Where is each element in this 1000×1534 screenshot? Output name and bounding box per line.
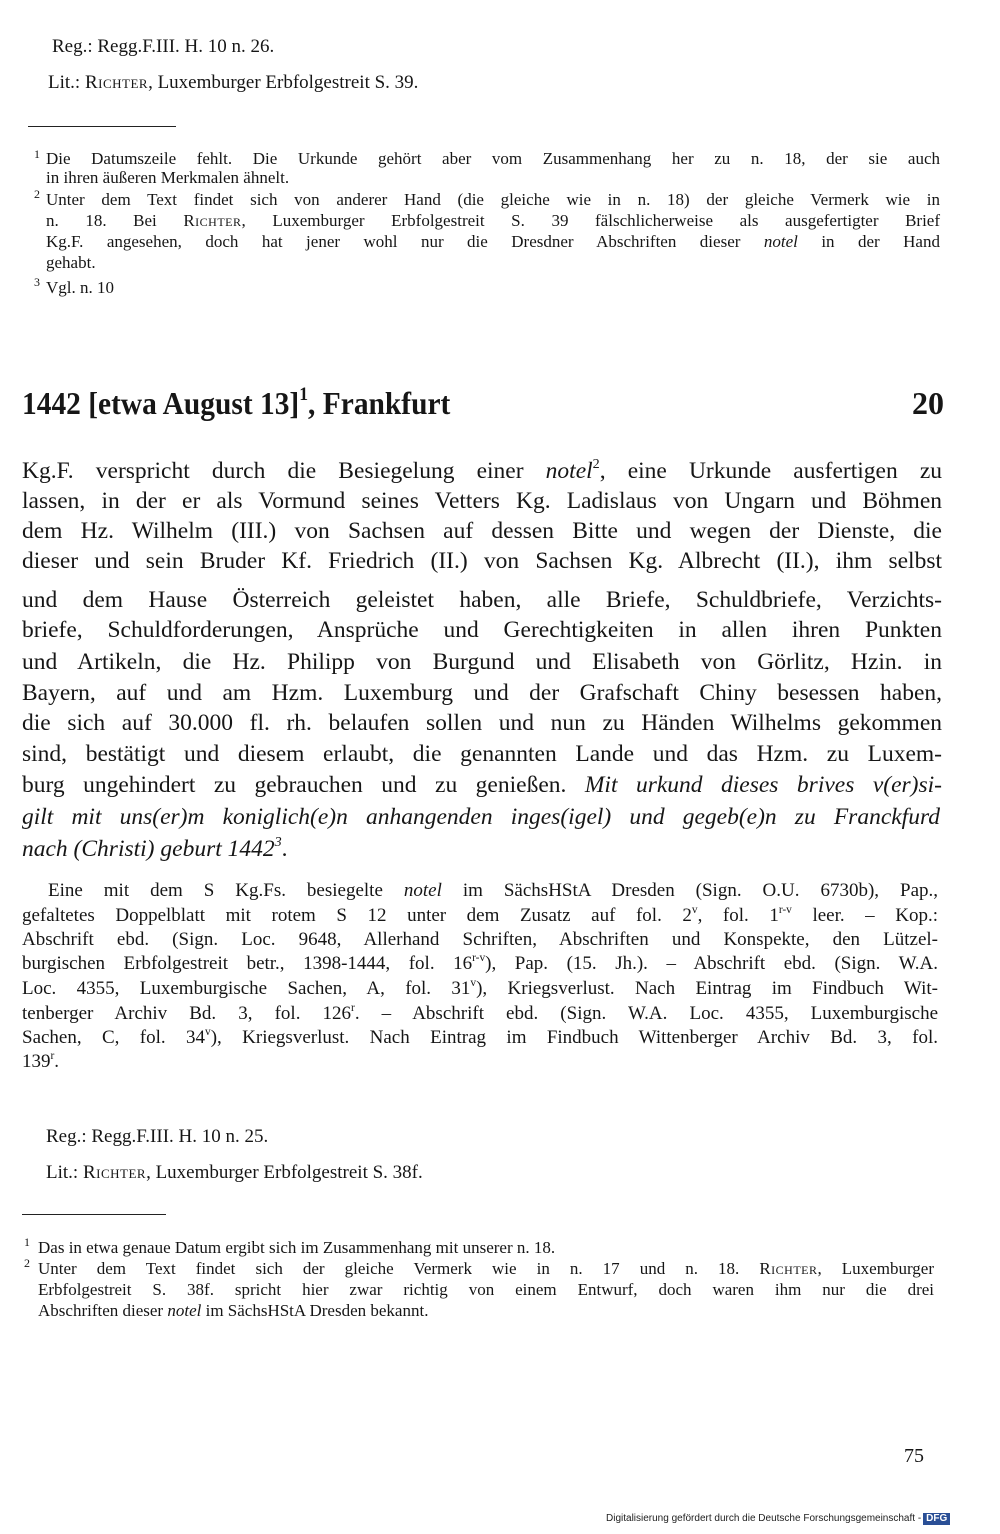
footnote-line: Erbfolgestreit S. 38f. spricht hier zwar richtig von einem Entwurf, doch waren ihm nur die drei bbox=[38, 1280, 934, 1299]
regest-line: dieser und sein Bruder Kf. Friedrich (II.) von Sachsen Kg. Albrecht (II.), ihm selbst bbox=[22, 548, 942, 574]
footnote-line: Die Datumszeile fehlt. Die Urkunde gehört aber vom Zusammenhang her zu n. 18, der sie auch bbox=[46, 149, 940, 168]
title-footnote-marker: 1 bbox=[299, 384, 309, 406]
document-heading bbox=[22, 380, 944, 426]
regest-line: gilt mit uns(er)m koniglich(e)n anhangenden inges(igel) und gegeb(e)n zu Franckfurd bbox=[22, 804, 940, 830]
footnote-line: gehabt. bbox=[46, 253, 96, 272]
regest-line: burg ungehindert zu gebrauchen und zu genießen. Mit urkund dieses brives v(er)si- bbox=[22, 772, 943, 798]
top-lit-line bbox=[48, 72, 418, 94]
apparatus-line: burgischen Erbfolgestreit betr., 1398-1444, fol. 16$^{r-v}$), Pap. (15. Jh.). – Abschrift ebd. (Sign. W.A. bbox=[22, 951, 938, 974]
apparatus-line: 139$^r$. bbox=[22, 1049, 60, 1072]
footnote-number: 1 bbox=[24, 1235, 30, 1249]
bottom-lit-rest: , Luxemburger Erbfolgestreit S. 38f. bbox=[146, 1162, 423, 1183]
footnote-number: 3 bbox=[34, 275, 40, 289]
footnote-line: Unter dem Text findet sich von anderer Hand (die gleiche wie in n. 18) der gleiche Vermerk wie in bbox=[46, 190, 940, 209]
footnote-number: 2 bbox=[34, 187, 40, 201]
footnote-separator-bottom bbox=[22, 1214, 166, 1215]
regest-line: dem Hz. Wilhelm (III.) von Sachsen auf dessen Bitte und wegen der Dienste, die bbox=[22, 518, 942, 544]
apparatus-line: tenberger Archiv Bd. 3, fol. 126$^r$. – Abschrift ebd. (Sign. W.A. Loc. 4355, Luxemburgische bbox=[22, 1001, 939, 1024]
apparatus-line: Loc. 4355, Luxemburgische Sachen, A, fol. 31$^v$), Kriegsverlust. Nach Eintrag im Findbuch Wit- bbox=[22, 976, 938, 999]
document-number: 20 bbox=[912, 385, 944, 421]
funding-footer bbox=[606, 1513, 950, 1525]
footnote-separator-top bbox=[28, 126, 176, 127]
apparatus-line: Sachen, C, fol. 34$^v$), Kriegsverlust. Nach Eintrag im Findbuch Wittenberger Archiv Bd. 3, fol. bbox=[22, 1025, 938, 1048]
footnote-line: Kg.F. angesehen, doch hat jener wohl nur die Dresdner Abschriften dieser notel in der Hand bbox=[46, 232, 940, 251]
regest-line: Kg.F. verspricht durch die Besiegelung einer notel$^2$, eine Urkunde ausfertigen zu bbox=[22, 455, 942, 484]
top-lit-rest: , Luxemburger Erbfolgestreit S. 39. bbox=[148, 72, 419, 93]
footnote-line: Unter dem Text findet sich der gleiche Vermerk wie in n. 17 und n. 18. Richter, Luxemburger bbox=[38, 1259, 935, 1278]
footnote-line: n. 18. Bei Richter, Luxemburger Erbfolgestreit S. 39 fälschlicherweise als ausgefertigter Brief bbox=[46, 211, 941, 230]
regest-line: nach (Christi) geburt 1442$^3$. bbox=[22, 833, 288, 862]
page-number: 75 bbox=[904, 1445, 924, 1467]
regest-line: sind, bestätigt und diesem erlaubt, die genannten Lande und das Hzm. zu Luxem- bbox=[22, 741, 942, 767]
dfg-logo: DFG bbox=[923, 1513, 950, 1525]
bottom-lit-author: Richter bbox=[82, 1162, 147, 1183]
footnote-line: in ihren äußeren Merkmalen ähnelt. bbox=[46, 168, 290, 187]
bottom-lit-line bbox=[46, 1162, 423, 1184]
footnote-line: Abschriften dieser notel im SächsHStA Dresden bekannt. bbox=[38, 1301, 429, 1320]
footnote-line: Das in etwa genaue Datum ergibt sich im Zusammenhang mit unserer n. 18. bbox=[38, 1238, 556, 1257]
regest-line: briefe, Schuldforderungen, Ansprüche und Gerechtigkeiten in allen ihren Punkten bbox=[22, 617, 942, 643]
regest-line: lassen, in der er als Vormund seines Vetters Kg. Ladislaus von Ungarn und Böhmen bbox=[22, 488, 942, 514]
regest-line: Bayern, auf und am Hzm. Luxemburg und der Grafschaft Chiny besessen haben, bbox=[22, 680, 942, 706]
document-title: 1442 [etwa August 13]$^1$, Frankfurt bbox=[22, 384, 451, 421]
regest-line: und Artikeln, die Hz. Philipp von Burgund und Elisabeth von Görlitz, Hzin. in bbox=[22, 649, 942, 675]
bottom-reg-line bbox=[46, 1126, 268, 1148]
funding-text: Digitalisierung gefördert durch die Deutsche Forschungsgemeinschaft - bbox=[606, 1513, 922, 1524]
top-lit-author: Richter bbox=[84, 72, 149, 93]
apparatus-line: Abschrift ebd. (Sign. Loc. 9648, Allerhand Schriften, Abschriften und Konspekte, den Lützel- bbox=[22, 929, 938, 950]
apparatus-line: gefaltetes Doppelblatt mit rotem S 12 unter dem Zusatz auf fol. 2$^v$, fol. 1$^{r-v}$ leer. – Kop.: bbox=[22, 903, 938, 926]
top-lit-prefix: Lit.: bbox=[48, 72, 81, 93]
footnote-line: Vgl. n. 10 bbox=[46, 278, 114, 297]
footnote-number: 1 bbox=[34, 147, 40, 161]
apparatus-line: Eine mit dem S Kg.Fs. besiegelte notel im SächsHStA Dresden (Sign. O.U. 6730b), Pap., bbox=[48, 880, 938, 901]
top-reg-line bbox=[52, 36, 274, 58]
footnote-number: 2 bbox=[24, 1256, 30, 1270]
bottom-reg-text: Reg.: Regg.F.III. H. 10 n. 25. bbox=[46, 1126, 269, 1147]
regest-line: die sich auf 30.000 fl. rh. belaufen sollen und nun zu Händen Wilhelms gekommen bbox=[22, 710, 942, 736]
regest-line: und dem Hause Österreich geleistet haben, alle Briefe, Schuldbriefe, Verzichts- bbox=[22, 587, 942, 613]
top-reg-text: Reg.: Regg.F.III. H. 10 n. 26. bbox=[52, 36, 275, 57]
bottom-lit-prefix: Lit.: bbox=[46, 1162, 79, 1183]
